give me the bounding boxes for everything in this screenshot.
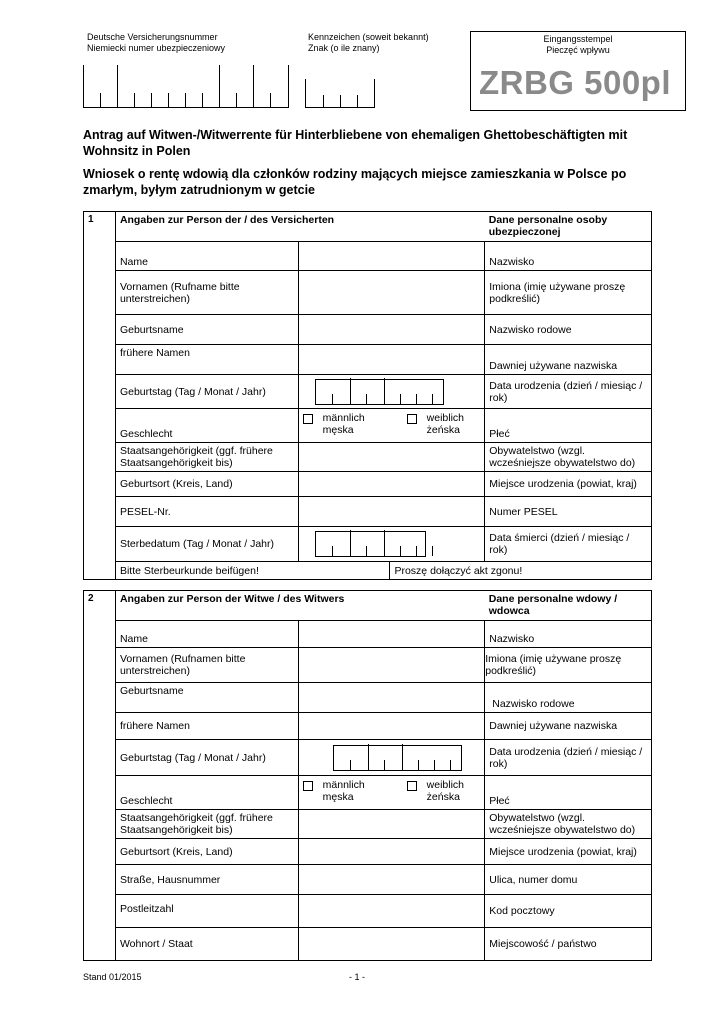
label-pl: Data urodzenia (dzień / miesiąc / rok)	[485, 740, 652, 776]
page-number: - 1 -	[349, 972, 366, 982]
label-de: Name	[115, 242, 298, 271]
label-pl: Płeć	[485, 409, 652, 443]
label-pl: Imiona (imię używane proszę podkreślić)	[485, 271, 652, 315]
label-de: Geburtsort (Kreis, Land)	[115, 472, 298, 497]
death-certificate-note-pl: Proszę dołączyć akt zgonu!	[390, 562, 652, 580]
residence-input[interactable]	[298, 928, 485, 961]
label-pl: Miejscowość / państwo	[485, 928, 652, 961]
birthplace-input[interactable]	[298, 839, 485, 865]
label-de: Postleitzahl	[115, 895, 298, 928]
label-de: Vornamen (Rufname bitte unterstreichen)	[115, 271, 298, 315]
former-names-input[interactable]	[298, 713, 485, 740]
reference-input[interactable]	[305, 80, 375, 108]
label-pl: Ulica, numer domu	[485, 865, 652, 895]
female-label: weiblich żeńska	[426, 411, 465, 436]
section-heading-de: Angaben zur Person der / des Versicherten	[115, 212, 484, 242]
postcode-input[interactable]	[298, 895, 485, 928]
section-2-table	[83, 590, 652, 961]
birth-name-input[interactable]	[298, 315, 485, 345]
first-names-input[interactable]	[298, 648, 485, 683]
label-de: Wohnort / Staat	[115, 928, 298, 961]
section-heading-de: Angaben zur Person der Witwe / des Witwers	[115, 591, 484, 621]
label-de: Name	[115, 621, 298, 648]
label-de: Sterbedatum (Tag / Monat / Jahr)	[115, 527, 298, 562]
label-de: Geburtstag (Tag / Monat / Jahr)	[115, 740, 298, 776]
nationality-input[interactable]	[298, 443, 485, 472]
male-checkbox[interactable]	[303, 781, 313, 791]
label-pl: Dawniej używane nazwiska	[485, 345, 652, 375]
form-code: ZRBG 500pl	[478, 64, 671, 101]
ssn-label: Deutsche Versicherungsnummer Niemiecki numer ubezpieczeniowy	[87, 32, 226, 53]
ssn-input[interactable]	[83, 66, 289, 108]
male-label: männlich męska	[322, 778, 365, 803]
label-pl: Nazwisko rodowe	[485, 683, 652, 713]
label-de: frühere Namen	[115, 713, 298, 740]
label-pl: Nazwisko	[485, 621, 652, 648]
label-pl: Miejsce urodzenia (powiat, kraj)	[485, 472, 652, 497]
name-input[interactable]	[298, 242, 485, 271]
name-input[interactable]	[298, 621, 485, 648]
label-pl: Dawniej używane nazwiska	[485, 713, 652, 740]
label-pl: Obywatelstwo (wzgl. wcześniejsze obywatelstwo do)	[485, 443, 652, 472]
label-pl: Nazwisko	[485, 242, 652, 271]
street-input[interactable]	[298, 865, 485, 895]
title-polish: Wniosek o rentę wdowią dla członków rodziny mających miejsce zamieszkania w Polsce po zmarłym, byłym zatrudnionym w getcie	[83, 167, 627, 197]
female-checkbox[interactable]	[407, 781, 417, 791]
section-heading-pl: Dane personalne osoby ubezpieczonej	[485, 212, 652, 242]
label-pl: Obywatelstwo (wzgl. wcześniejsze obywatelstwo do)	[485, 810, 652, 839]
death-certificate-note-de: Bitte Sterbeurkunde beifügen!	[115, 562, 390, 580]
label-pl: Numer PESEL	[485, 497, 652, 527]
label-de: Geburtsname	[115, 315, 298, 345]
label-de: frühere Namen	[115, 345, 298, 375]
birth-name-input[interactable]	[298, 683, 485, 713]
first-names-input[interactable]	[298, 271, 485, 315]
pesel-input[interactable]	[298, 497, 485, 527]
label-de: Geschlecht	[115, 409, 298, 443]
label-de: Straße, Hausnummer	[115, 865, 298, 895]
section-number: 2	[84, 591, 116, 961]
female-label: weiblich żeńska	[426, 778, 465, 803]
section-heading-pl: Dane personalne wdowy / wdowca	[485, 591, 652, 621]
male-label: männlich męska	[322, 411, 365, 436]
reference-label: Kennzeichen (soweit bekannt) Znak (o ile znany)	[308, 32, 429, 53]
death-date-input[interactable]	[315, 531, 427, 557]
male-checkbox[interactable]	[303, 414, 313, 424]
section-1-table	[83, 211, 652, 580]
label-pl: Nazwisko rodowe	[485, 315, 652, 345]
label-de: Geburtstag (Tag / Monat / Jahr)	[115, 375, 298, 409]
label-de: Geschlecht	[115, 776, 298, 810]
version-label: Stand 01/2015	[83, 972, 142, 982]
label-pl: Imiona (imię używane proszę podkreślić)	[485, 648, 652, 683]
label-pl: Kod pocztowy	[485, 895, 652, 928]
label-de: PESEL-Nr.	[115, 497, 298, 527]
stamp-label: Eingangsstempel Pieczęć wpływu	[543, 34, 613, 55]
former-names-input[interactable]	[298, 345, 485, 375]
female-checkbox[interactable]	[407, 414, 417, 424]
birthplace-input[interactable]	[298, 472, 485, 497]
title-german: Antrag auf Witwen-/Witwerrente für Hinterbliebene von ehemaligen Ghettobeschäftigten mit Wohnsitz in Polen	[83, 128, 628, 158]
label-de: Staatsangehörigkeit (ggf. frühere Staatsangehörigkeit bis)	[115, 443, 298, 472]
label-de: Geburtsname	[115, 683, 298, 713]
label-pl: Miejsce urodzenia (powiat, kraj)	[485, 839, 652, 865]
label-de: Vornamen (Rufnamen bitte unterstreichen)	[115, 648, 298, 683]
sex-options	[299, 778, 485, 808]
label-pl: Data śmierci (dzień / miesiąc / rok)	[485, 527, 652, 562]
label-pl: Data urodzenia (dzień / miesiąc / rok)	[485, 375, 652, 409]
section-number: 1	[84, 212, 116, 580]
nationality-input[interactable]	[298, 810, 485, 839]
birth-date-input[interactable]	[315, 379, 445, 405]
label-pl: Płeć	[485, 776, 652, 810]
label-de: Geburtsort (Kreis, Land)	[115, 839, 298, 865]
birth-date-input[interactable]	[333, 745, 463, 771]
sex-options	[299, 411, 485, 441]
receipt-stamp-box	[470, 31, 686, 111]
label-de: Staatsangehörigkeit (ggf. frühere Staatsangehörigkeit bis)	[115, 810, 298, 839]
